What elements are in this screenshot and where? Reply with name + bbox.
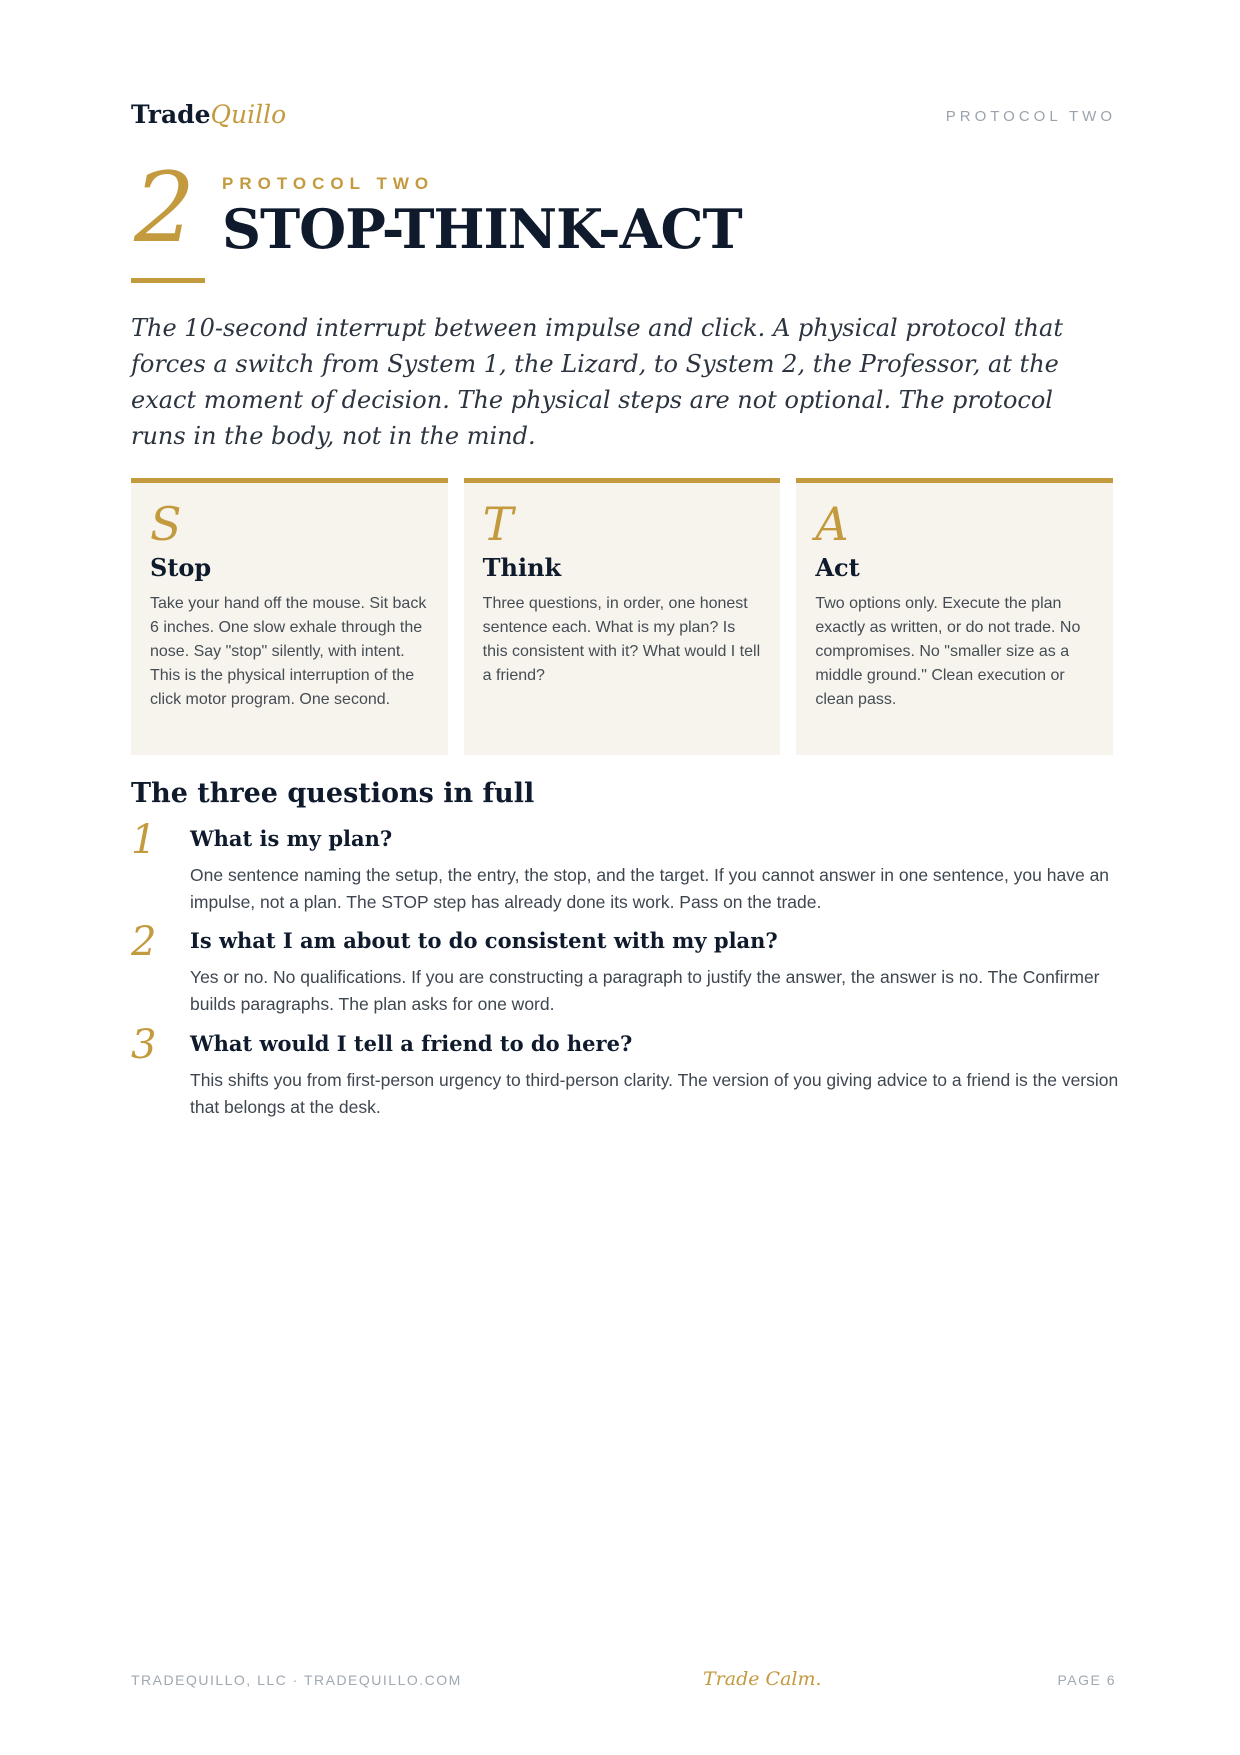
- card-title: Act: [815, 553, 860, 582]
- card-title: Think: [482, 553, 562, 582]
- title-underline: [131, 278, 205, 283]
- card-body: Two options only. Execute the plan exactly as written, or do not trade. No compromises. No "smaller size as a middle ground." Clean execution or clean pass.: [815, 595, 1081, 708]
- page-footer: [131, 1668, 1116, 1698]
- question-body: Yes or no. No qualifications. If you are constructing a paragraph to justify the answer, the answer is no. The Confirmer builds paragraphs. The plan asks for one word.: [190, 967, 1100, 1014]
- card-letter: T: [482, 497, 514, 551]
- question-body: This shifts you from first-person urgency to third-person clarity. The version of you giving advice to a friend is the version that belongs at the desk.: [190, 1070, 1119, 1117]
- footer-tagline: Trade Calm.: [703, 1668, 822, 1690]
- card-title: Stop: [150, 553, 212, 582]
- stop-think-act-cards: [131, 478, 1113, 755]
- card-body: Three questions, in order, one honest sentence each. What is my plan? Is this consistent with it? What would I tell a friend?: [482, 595, 761, 684]
- page-title: STOP-THINK-ACT: [222, 197, 742, 261]
- card-letter: S: [150, 497, 182, 551]
- brand-logo: [131, 100, 286, 129]
- card-body: Take your hand off the mouse. Sit back 6 inches. One slow exhale through the nose. Say "stop" silently, with intent. This is the physical interruption of the click motor program. One second.: [150, 595, 427, 708]
- brand-main: Trade: [131, 100, 211, 129]
- card-letter: A: [815, 497, 849, 551]
- brand-accent: Quillo: [210, 100, 287, 129]
- question-number: 2: [131, 919, 157, 965]
- card-act: [796, 478, 1113, 755]
- protocol-number: 2: [134, 152, 196, 264]
- questions-heading: The three questions in full: [131, 778, 535, 809]
- question-title: What is my plan?: [190, 826, 393, 851]
- question-title: What would I tell a friend to do here?: [190, 1031, 633, 1056]
- question-number: 1: [131, 817, 157, 863]
- page-number: PAGE 6: [1057, 1672, 1116, 1688]
- section-label: PROTOCOL TWO: [945, 108, 1116, 125]
- page-header: [131, 100, 1116, 136]
- card-think: [464, 478, 781, 755]
- question-number: 3: [131, 1022, 157, 1068]
- protocol-eyebrow: PROTOCOL TWO: [222, 174, 435, 193]
- footer-company: TRADEQUILLO, LLC · TRADEQUILLO.COM: [131, 1672, 462, 1688]
- question-title: Is what I am about to do consistent with my plan?: [190, 928, 778, 953]
- card-stop: [131, 478, 448, 755]
- intro-paragraph: The 10-second interrupt between impulse and click. A physical protocol that forces a switch from System 1, the Lizard, to System 2, the Professor, at the exact moment of decision. The physical steps are not optional. The protocol runs in the body, not in the mind.: [131, 314, 1063, 450]
- question-body: One sentence naming the setup, the entry, the stop, and the target. If you cannot answer in one sentence, you have an impulse, not a plan. The STOP step has already done its work. Pass on the trade.: [190, 865, 1110, 912]
